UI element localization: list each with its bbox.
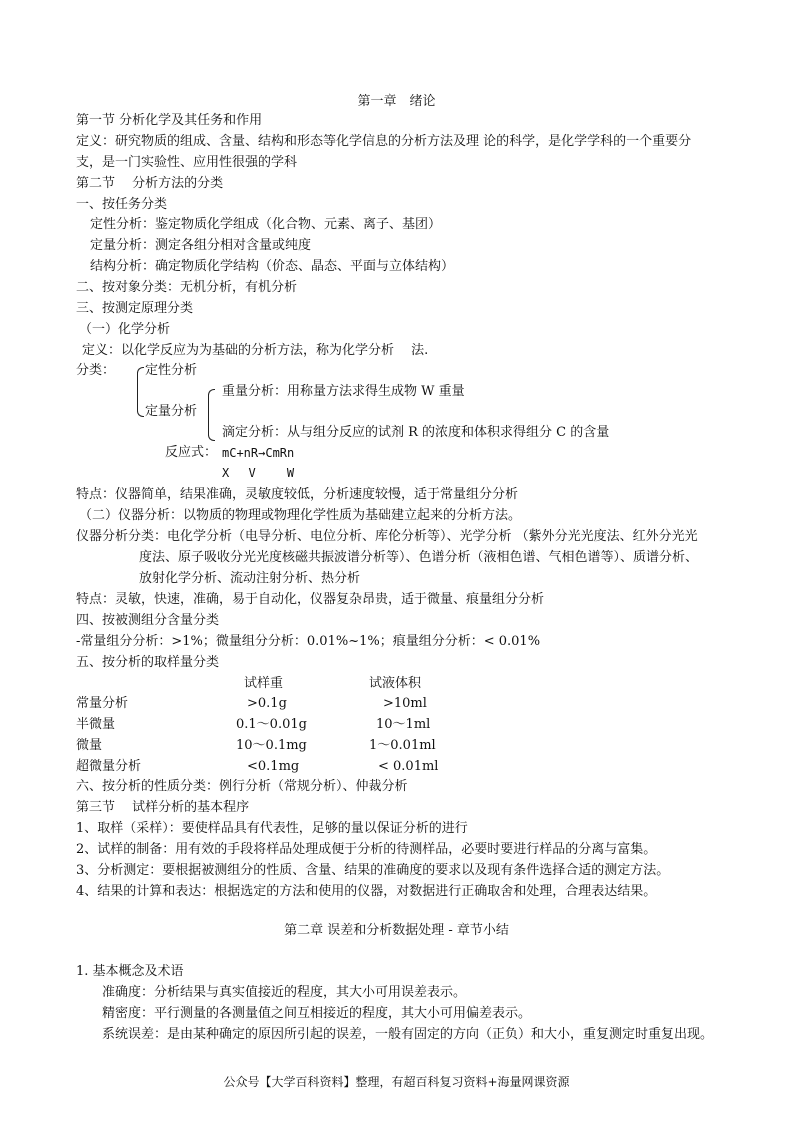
instrumental-classify-line2: 度法、原子吸收分光光度核磁共振波谱分析等）、色谱分析（液相色谱、气相色谱等）、质谱分析、	[139, 550, 699, 565]
by-sample-heading: 五、按分析的取样量分类	[76, 655, 220, 670]
section2-heading: 第二节 分析方法的分类	[76, 176, 224, 191]
by-nature: 六、按分析的性质分类：例行分析（常规分析）、仲裁分析	[76, 779, 408, 794]
reaction-variables: X V W	[222, 466, 295, 480]
chemical-analysis-definition: 定义：以化学反应为为基础的分析方法，称为化学分析 法.	[82, 343, 429, 358]
term-definition: 精密度：平行测量的各测量值之间互相接近的程度，其大小可用偏差表示。	[102, 1006, 532, 1021]
chapter2-subsection-heading: 1. 基本概念及术语	[76, 964, 184, 979]
by-task-item: 结构分析：确定物质化学结构（价态、晶态、平面与立体结构）	[90, 259, 455, 274]
row-volume: >10ml	[383, 696, 427, 711]
chemical-features: 特点：仪器简单，结果准确，灵敏度较低，分析速度较慢，适于常量组分分析	[76, 487, 519, 502]
titrimetric-analysis: 滴定分析：从与组分反应的试剂 R 的浓度和体积求得组分 C 的含量	[222, 425, 610, 440]
outer-brace	[137, 367, 144, 417]
instrumental-heading: （二）仪器分析：以物质的物理或物理化学性质为基础建立起来的分析方法。	[79, 508, 522, 523]
row-name: 常量分析	[76, 696, 129, 711]
term-definition: 系统误差：是由某种确定的原因所引起的误差，一般有固定的方向（正负）和大小，重复测定时重复出现。	[102, 1027, 714, 1042]
row-volume: < 0.01ml	[378, 759, 439, 774]
section3-heading: 第三节 试样分析的基本程序	[76, 800, 250, 815]
procedure-step: 3、分析测定：要根据被测组分的性质、含量、结果的准确度的要求以及现有条件选择合适的测定方法。	[76, 863, 670, 878]
row-weight: 10～0.1mg	[236, 738, 307, 753]
instrumental-classify-line1: 仪器分析分类：电化学分析（电导分析、电位分析、库伦分析等）、光学分析 （紫外分光光度法、红外分光光	[76, 529, 698, 544]
by-task-item: 定性分析：鉴定物质化学组成（化合物、元素、离子、基团）	[90, 217, 442, 232]
procedure-step: 2、试样的制备：用有效的手段将样品处理成便于分析的待测样品，必要时要进行样品的分离与富集。	[76, 842, 657, 857]
row-weight: 0.1～0.01g	[236, 717, 307, 732]
procedure-step: 4、结果的计算和表达：根据选定的方法和使用的仪器，对数据进行正确取舍和处理，合理表达结果。	[76, 884, 657, 899]
quantitative-analysis: 定量分析	[145, 404, 198, 419]
column-header: 试液体积	[369, 676, 422, 691]
row-weight: <0.1mg	[247, 759, 300, 774]
row-name: 半微量	[76, 717, 116, 732]
inner-brace	[208, 389, 215, 441]
gravimetric-analysis: 重量分析：用称量方法求得生成物 W 重量	[222, 384, 465, 399]
chemical-analysis-heading: （一）化学分析	[79, 322, 171, 337]
by-task-item: 定量分析：测定各组分相对含量或纯度	[90, 238, 312, 253]
row-name: 超微量分析	[76, 759, 142, 774]
reaction-equation: mC+nR→CmRn	[222, 446, 295, 460]
row-volume: 10～1ml	[376, 717, 431, 732]
section1-definition-line2: 支，是一门实验性、应用性很强的学科	[76, 155, 298, 170]
classify-label: 分类：	[76, 363, 116, 378]
by-principle-heading: 三、按测定原理分类	[76, 301, 194, 316]
chapter2-title: 第二章 误差和分析数据处理 - 章节小结	[284, 923, 509, 938]
by-task-heading: 一、按任务分类	[76, 197, 168, 212]
chapter1-title: 第一章 绪论	[357, 94, 436, 109]
procedure-step: 1、取样（采样）：要使样品具有代表性，足够的量以保证分析的进行	[76, 821, 468, 836]
term-definition: 准确度：分析结果与真实值接近的程度，其大小可用误差表示。	[102, 985, 467, 1000]
page-footer: 公众号【大学百科资料】整理，有超百科复习资料+海量网课资源	[223, 1075, 570, 1089]
by-object: 二、按对象分类：无机分析，有机分析	[76, 280, 298, 295]
row-name: 微量	[76, 738, 103, 753]
qualitative-analysis: 定性分析	[145, 363, 198, 378]
by-content-heading: 四、按被测组分含量分类	[76, 613, 220, 628]
instrumental-classify-line3: 放射化学分析、流动注射分析、热分析	[139, 571, 361, 586]
instrumental-features: 特点：灵敏，快速，准确，易于自动化，仪器复杂昂贵，适于微量、痕量组分分析	[76, 592, 545, 607]
section1-definition-line1: 定义：研究物质的组成、含量、结构和形态等化学信息的分析方法及理 论的科学，是化学学科的一个重要分	[76, 134, 692, 149]
row-volume: 1～0.01ml	[369, 738, 436, 753]
row-weight: >0.1g	[247, 696, 287, 711]
by-content-text: -常量组分分析：>1%；微量组分分析：0.01%~1%；痕量组分分析：< 0.01%	[76, 634, 541, 649]
column-header: 试样重	[244, 676, 284, 691]
section1-heading: 第一节 分析化学及其任务和作用	[76, 113, 263, 128]
reaction-label: 反应式：	[165, 445, 218, 460]
